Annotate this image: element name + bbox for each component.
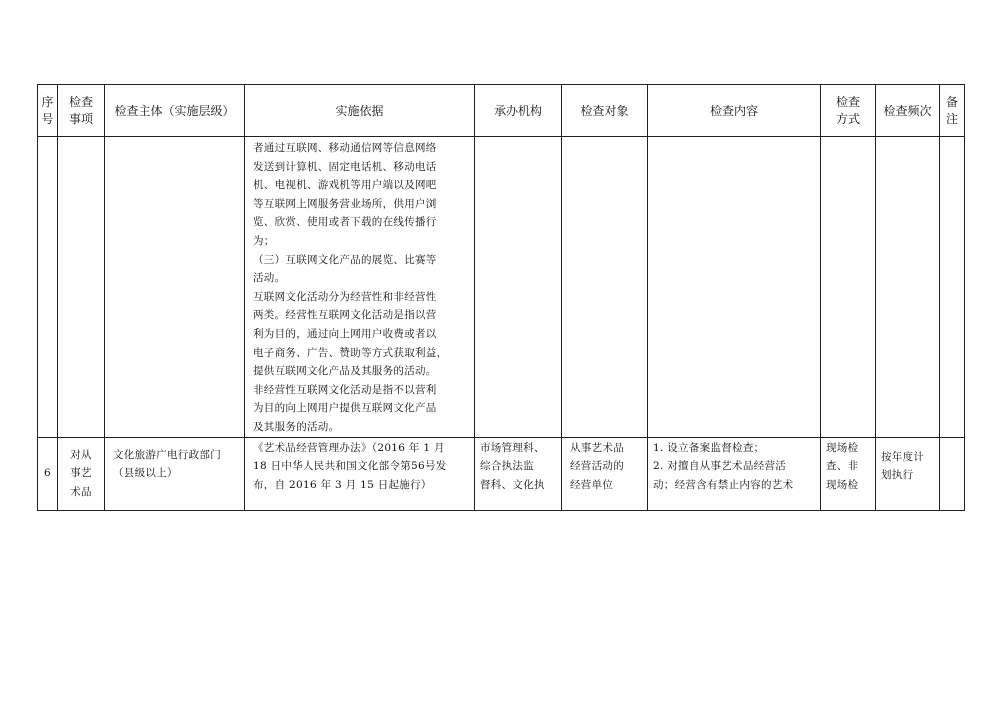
- basis-line: 布，自 2016 年 3 月 15 日起施行）: [253, 478, 432, 491]
- cell-method: [821, 137, 876, 438]
- basis-line: 为目的向上网用户提供互联网文化产品: [253, 402, 437, 415]
- basis-line: 《艺术品经营管理办法》（2016 年 1 月: [253, 441, 445, 454]
- target-line: 经营活动的: [570, 460, 624, 473]
- basis-line: 电子商务、广告、赞助等方式获取利益，: [253, 346, 448, 359]
- basis-line: 览、欣赏、使用或者下载的在线传播行: [253, 216, 437, 229]
- item-line: 对从: [70, 448, 92, 461]
- cell-org: [475, 437, 562, 510]
- cell-seq: 6: [38, 437, 58, 510]
- org-line: 综合执法监: [480, 460, 534, 473]
- header-basis: 实施依据: [245, 85, 475, 137]
- item-line: 术品: [70, 485, 92, 498]
- basis-line: 互联网文化活动分为经营性和非经营性: [253, 290, 437, 303]
- basis-line: （三）互联网文化产品的展览、比赛等: [253, 253, 437, 266]
- basis-line: 机、电视机、游戏机等用户端以及网吧: [253, 179, 437, 192]
- basis-line: 18 日中华人民共和国文化部令第56号发: [253, 460, 447, 473]
- header-freq: 检查频次: [876, 85, 940, 137]
- cell-basis: [245, 137, 475, 438]
- cell-freq: [876, 437, 940, 510]
- header-method: 检查方式: [821, 85, 876, 137]
- cell-org: [475, 137, 562, 438]
- cell-subject: [105, 137, 245, 438]
- method-line: 现场检: [826, 478, 859, 491]
- cell-subject: [105, 437, 245, 510]
- cell-item: [58, 137, 105, 438]
- cell-target: [562, 437, 648, 510]
- basis-line: 活动。: [253, 272, 286, 285]
- header-target: 检查对象: [562, 85, 648, 137]
- header-seq: 序号: [38, 85, 58, 137]
- basis-line: 者通过互联网、移动通信网等信息网络: [253, 142, 437, 154]
- content-line: 动；经营含有禁止内容的艺术: [653, 478, 794, 491]
- table-row: [38, 437, 965, 510]
- header-remark: 备注: [940, 85, 965, 137]
- header-item: 检查事项: [58, 85, 105, 137]
- method-line: 现场检: [826, 441, 859, 454]
- target-line: 经营单位: [570, 478, 614, 491]
- org-line: 督科、文化执: [480, 478, 545, 491]
- table-header-row: [38, 85, 965, 137]
- freq-line: 划执行: [881, 469, 914, 482]
- subject-line: 文化旅游广电行政部门: [113, 448, 221, 461]
- basis-line: 两类。经营性互联网文化活动是指以营: [253, 309, 437, 322]
- header-org: 承办机构: [475, 85, 562, 137]
- header-content: 检查内容: [648, 85, 821, 137]
- cell-seq: [38, 137, 58, 438]
- org-line: 市场管理科、: [480, 441, 545, 454]
- basis-line: 利为目的，通过向上网用户收费或者以: [253, 327, 437, 340]
- basis-line: 为；: [253, 234, 275, 247]
- cell-content: [648, 137, 821, 438]
- cell-method: [821, 437, 876, 510]
- cell-content: [648, 437, 821, 510]
- basis-line: 发送到计算机、固定电话机、移动电话: [253, 160, 437, 173]
- basis-line: 提供互联网文化产品及其服务的活动。: [253, 365, 437, 378]
- cell-remark: [940, 137, 965, 438]
- cell-target: [562, 137, 648, 438]
- cell-freq: [876, 137, 940, 438]
- table-row: [38, 137, 965, 438]
- basis-line: 及其服务的活动。: [253, 420, 340, 433]
- cell-item: [58, 437, 105, 510]
- cell-basis: [245, 437, 475, 510]
- header-subject: 检查主体（实施层级）: [105, 85, 245, 137]
- inspection-table: [37, 84, 965, 511]
- method-line: 查、非: [826, 460, 859, 473]
- item-line: 事艺: [70, 467, 92, 480]
- cell-remark: [940, 437, 965, 510]
- basis-line: 等互联网上网服务营业场所，供用户浏: [253, 197, 437, 210]
- content-line: 1. 设立备案监督检查；: [653, 441, 765, 454]
- freq-line: 按年度计: [881, 450, 925, 463]
- target-line: 从事艺术品: [570, 441, 624, 454]
- subject-line: （县级以上）: [113, 467, 178, 480]
- basis-line: 非经营性互联网文化活动是指不以营利: [253, 383, 437, 396]
- content-line: 2. 对擅自从事艺术品经营活: [653, 460, 787, 473]
